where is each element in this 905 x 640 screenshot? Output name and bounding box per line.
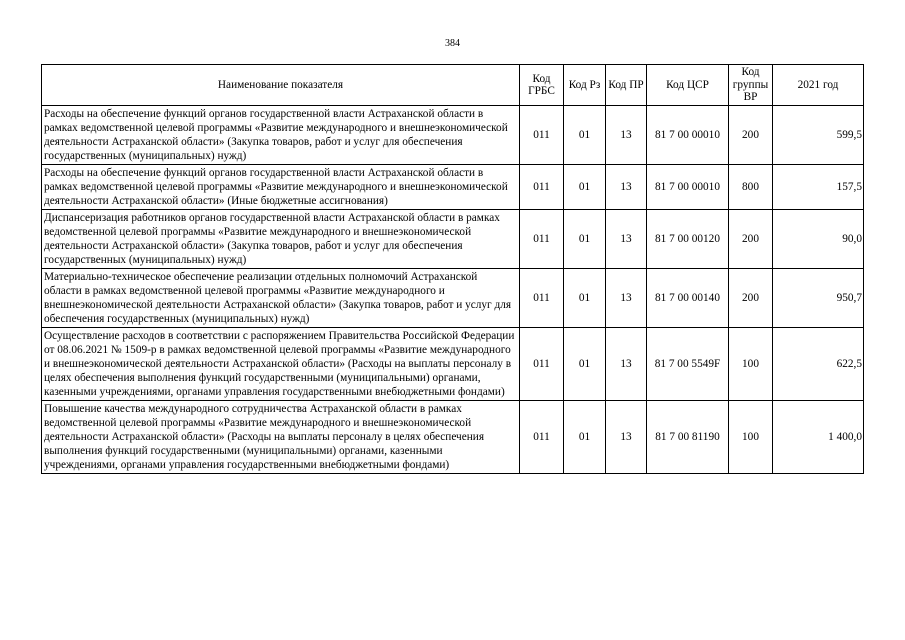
row-rz: 01 <box>564 269 606 328</box>
row-name: Расходы на обеспечение функций органов государственной власти Астраханской области в рамках ведомственной целевой программы «Развитие международного и внешнеэкономической деятельности Астраханской области» (Иные бюджетные ассигнования) <box>42 165 520 210</box>
row-grbs: 011 <box>520 328 564 401</box>
row-amount: 157,5 <box>773 165 864 210</box>
table-header-row <box>42 65 864 106</box>
row-csr: 81 7 00 00010 <box>647 106 729 165</box>
row-grbs: 011 <box>520 269 564 328</box>
table-row <box>42 106 864 165</box>
row-rz: 01 <box>564 165 606 210</box>
row-vr: 200 <box>729 269 773 328</box>
row-csr: 81 7 00 00010 <box>647 165 729 210</box>
row-csr: 81 7 00 81190 <box>647 401 729 474</box>
row-pr: 13 <box>606 401 647 474</box>
row-amount: 950,7 <box>773 269 864 328</box>
row-vr: 200 <box>729 106 773 165</box>
row-amount: 90,0 <box>773 210 864 269</box>
row-grbs: 011 <box>520 165 564 210</box>
table-row <box>42 401 864 474</box>
row-name: Диспансеризация работников органов государственной власти Астраханской области в рамках ведомственной целевой программы «Развитие международного и внешнеэкономической деятельности Астраханской области» (Закупка товаров, работ и услуг для обеспечения государственных (муниципальных) нужд) <box>42 210 520 269</box>
row-name: Расходы на обеспечение функций органов государственной власти Астраханской области в рамках ведомственной целевой программы «Развитие международного и внешнеэкономической деятельности Астраханской области» (Закупка товаров, работ и услуг для обеспечения государственных (муниципальных) нужд) <box>42 106 520 165</box>
row-pr: 13 <box>606 165 647 210</box>
row-rz: 01 <box>564 328 606 401</box>
row-pr: 13 <box>606 210 647 269</box>
row-pr: 13 <box>606 328 647 401</box>
row-vr: 200 <box>729 210 773 269</box>
header-name: Наименование показателя <box>42 65 520 106</box>
header-grbs: Код ГРБС <box>520 65 564 106</box>
row-grbs: 011 <box>520 401 564 474</box>
row-grbs: 011 <box>520 106 564 165</box>
row-csr: 81 7 00 5549F <box>647 328 729 401</box>
row-csr: 81 7 00 00140 <box>647 269 729 328</box>
row-rz: 01 <box>564 401 606 474</box>
table-row <box>42 165 864 210</box>
header-csr: Код ЦСР <box>647 65 729 106</box>
row-vr: 100 <box>729 401 773 474</box>
row-amount: 599,5 <box>773 106 864 165</box>
header-pr: Код ПР <box>606 65 647 106</box>
row-rz: 01 <box>564 106 606 165</box>
row-pr: 13 <box>606 269 647 328</box>
row-name: Материально-техническое обеспечение реализации отдельных полномочий Астраханской области в рамках ведомственной целевой программы «Развитие международного и внешнеэкономической деятельности Астраханской области» (Закупка товаров, работ и услуг для обеспечения государственных (муниципальных) нужд) <box>42 269 520 328</box>
row-grbs: 011 <box>520 210 564 269</box>
row-name: Повышение качества международного сотрудничества Астраханской области в рамках ведомственной целевой программы «Развитие международного и внешнеэкономической деятельности Астраханской области» (Расходы на выплаты персоналу в целях обеспечения выполнения функций государственными (муниципальными) органами, казенными учреждениями, органами управления государственными внебюджетными фондами) <box>42 401 520 474</box>
row-pr: 13 <box>606 106 647 165</box>
table-row <box>42 269 864 328</box>
row-name: Осуществление расходов в соответствии с распоряжением Правительства Российской Федерации от 08.06.2021 № 1509-р в рамках ведомственной целевой программы «Развитие международного и внешнеэкономической деятельности Астраханской области» (Расходы на выплаты персоналу в целях обеспечения выполнения функций государственными (муниципальными) органами, казенными учреждениями, органами управления государственными внебюджетными фондами) <box>42 328 520 401</box>
header-vr: Код группы ВР <box>729 65 773 106</box>
row-amount: 622,5 <box>773 328 864 401</box>
row-rz: 01 <box>564 210 606 269</box>
header-rz: Код Рз <box>564 65 606 106</box>
row-vr: 800 <box>729 165 773 210</box>
table-row <box>42 210 864 269</box>
header-year: 2021 год <box>773 65 864 106</box>
row-vr: 100 <box>729 328 773 401</box>
budget-table <box>41 64 864 474</box>
row-csr: 81 7 00 00120 <box>647 210 729 269</box>
page-number: 384 <box>445 38 460 49</box>
row-amount: 1 400,0 <box>773 401 864 474</box>
table-row <box>42 328 864 401</box>
